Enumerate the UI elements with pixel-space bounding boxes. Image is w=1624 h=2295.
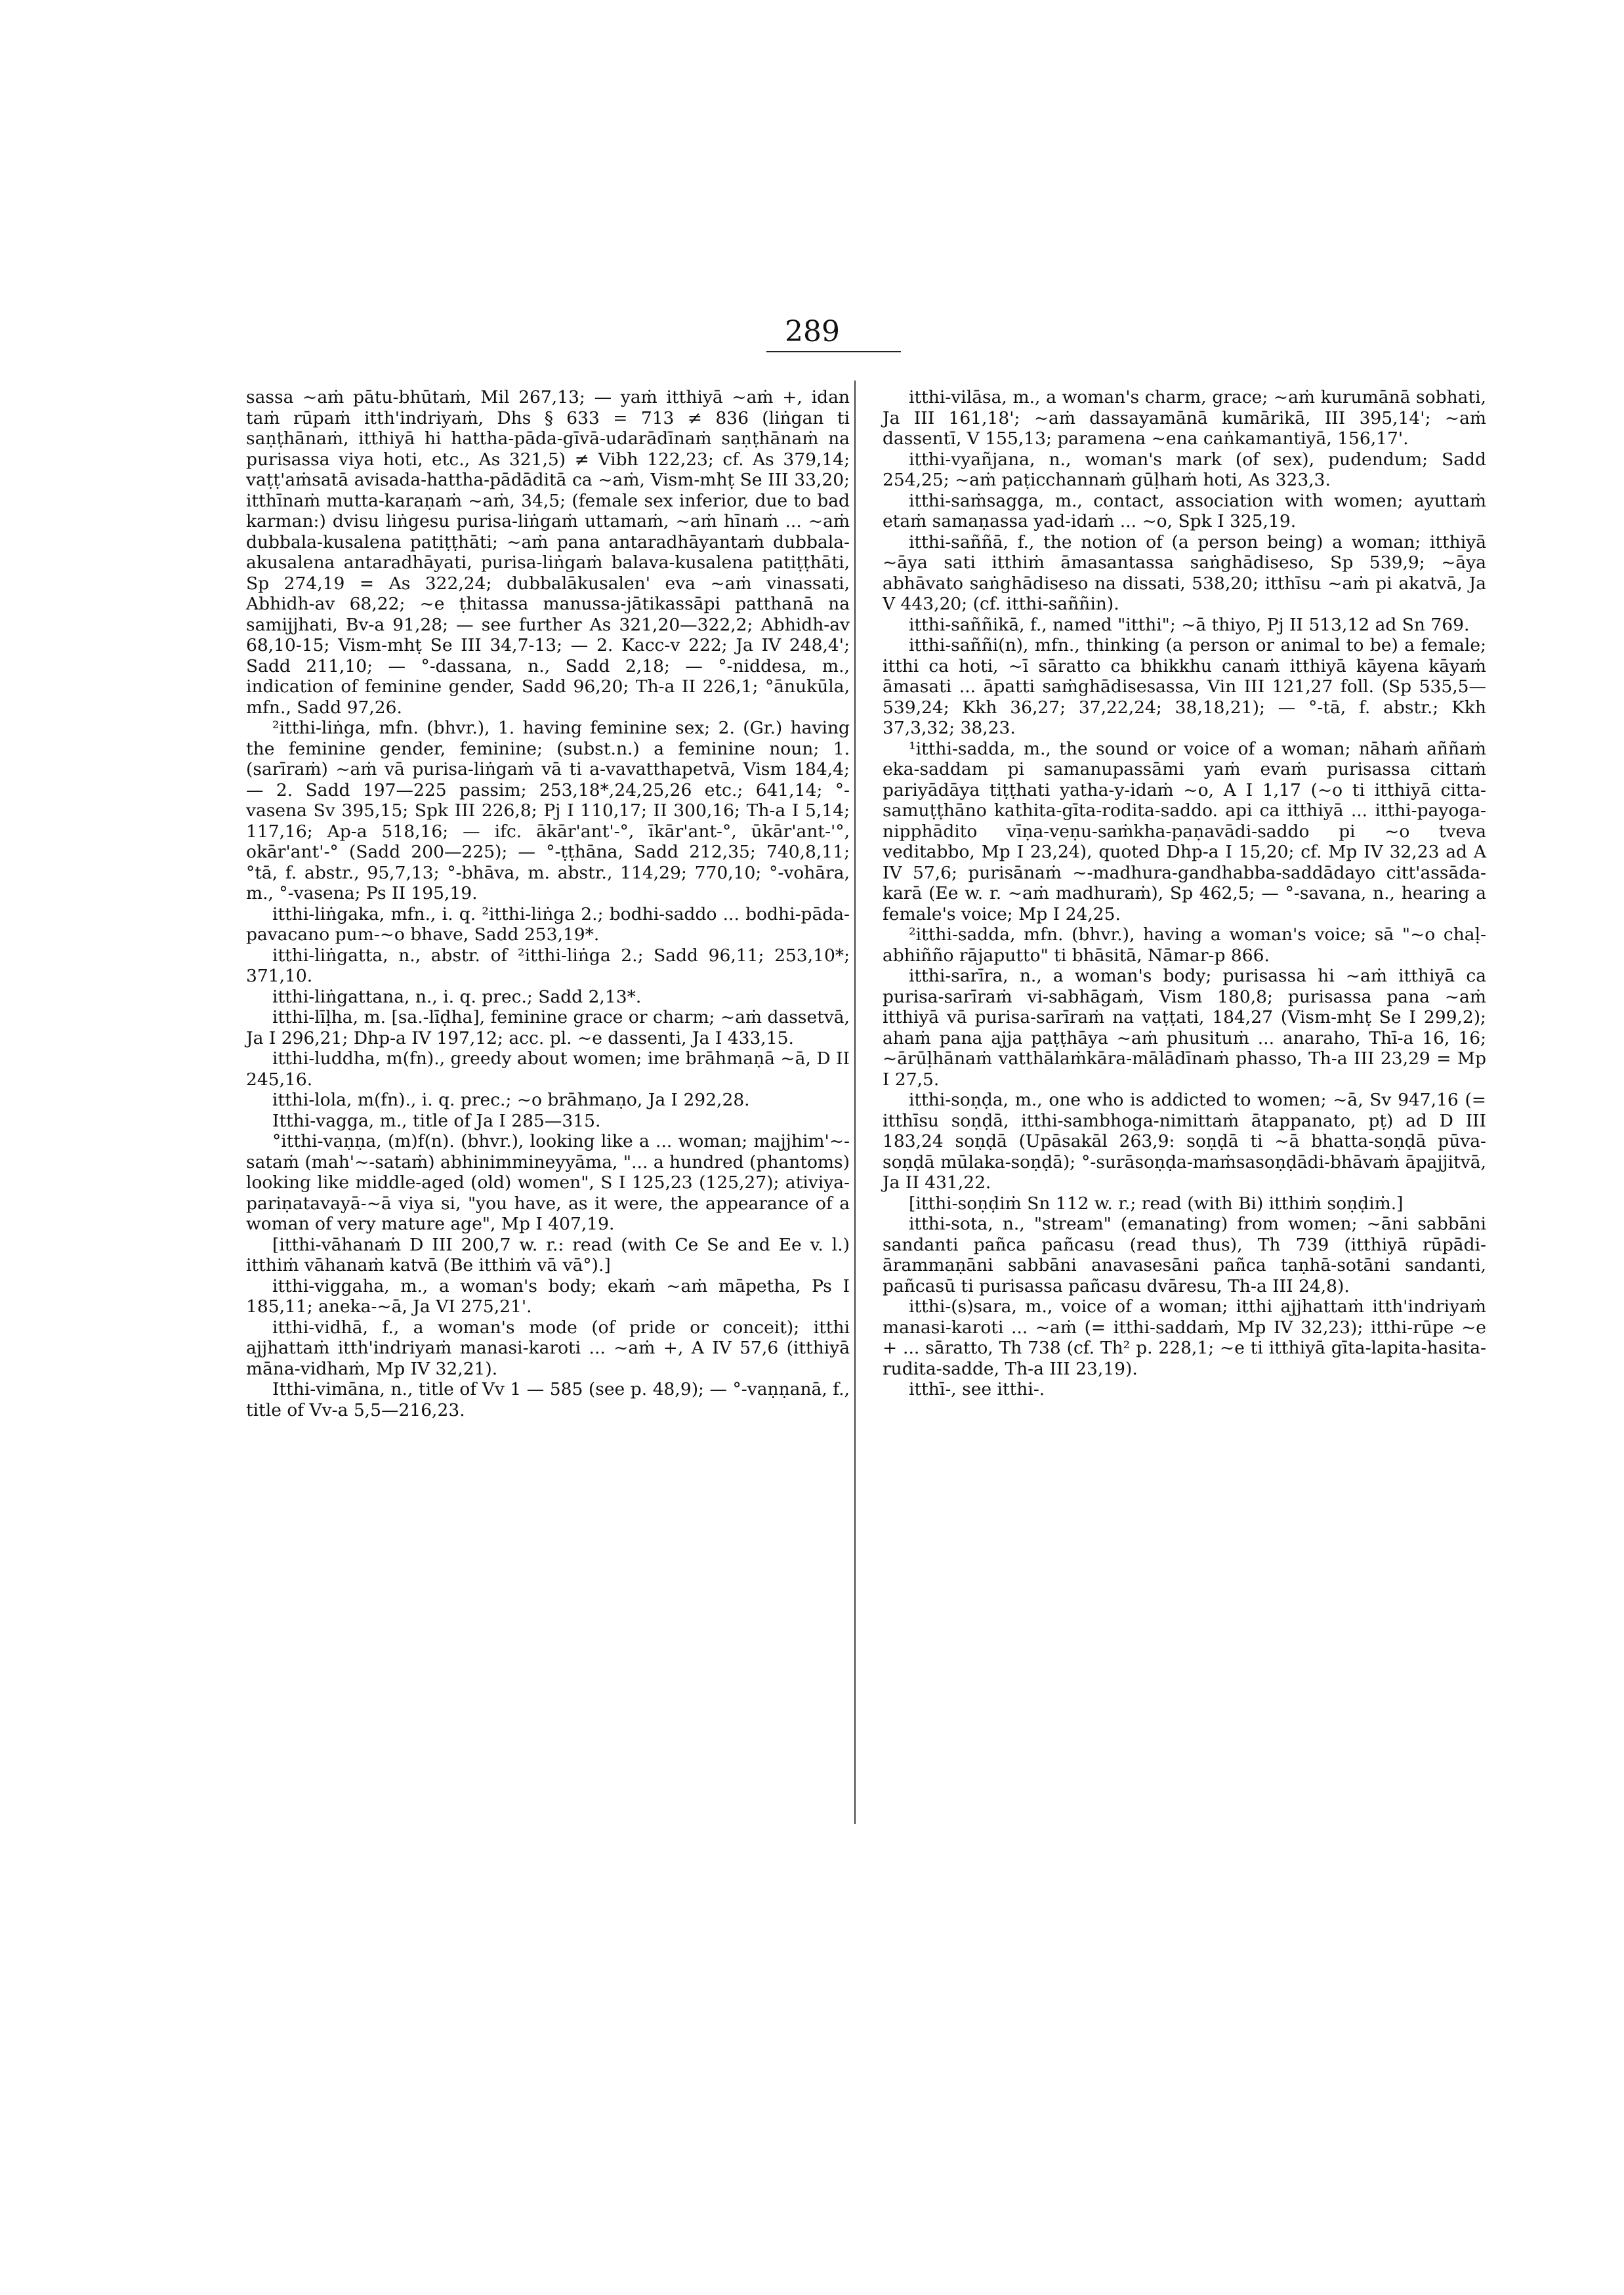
dictionary-entry: [itthi-soṇḍiṁ Sn 112 w. r.; read (with Bi) itthiṁ soṇḍiṁ.] (909, 1193, 1404, 1214)
dictionary-entry: itthi-saññā, f., the notion of (a person being) a woman; itthiyā ~āya sati itthiṁ āmasantassa saṅghādiseso, Sp 539,9; ~āya abhāvato saṅghādiseso na dissati, 538,20; itthīsu ~aṁ pi akatvā, Ja V 443,20; (cf. itthi-saññin). (883, 531, 1486, 614)
page-number-rule (766, 351, 901, 352)
dictionary-entry: itthi-vilāsa, m., a woman's charm, grace; ~aṁ kurumānā sobhati, Ja III 161,18'; ~aṁ dassayamānā kumārikā, III 395,14'; ~aṁ dassentī, V 155,13; paramena ~ena caṅkamantiyā, 156,17'. (883, 387, 1486, 449)
dictionary-entry: itthi-soṇḍa, m., one who is addicted to women; ~ā, Sv 947,16 (= itthīsu soṇḍā, itthi-sambhoga-nimittaṁ ātappanato, pṭ) ad D III 183,24 soṇḍā (Upāsakāl 263,9: soṇḍā ti ~ā bhatta-soṇḍā pūva-soṇḍā mūlaka-soṇḍā); °-surāsoṇḍa-maṁsasoṇḍādi-bhāvaṁ āpajjitvā, Ja II 431,22. (883, 1090, 1486, 1193)
dictionary-entry: Itthi-vagga, m., title of Ja I 285—315. (272, 1110, 601, 1131)
dictionary-entry: Itthi-vimāna, n., title of Vv 1 — 585 (see p. 48,9); — °-vaṇṇanā, f., title of Vv-a 5,5—216,23. (246, 1379, 850, 1420)
column-divider (854, 381, 856, 1824)
dictionary-entry: itthi-luddha, m(fn)., greedy about women; ime brāhmaṇā ~ā, D II 245,16. (246, 1048, 850, 1090)
dictionary-entry: ²itthi-sadda, mfn. (bhvr.), having a woman's voice; sā "~o chaḷ-abhiñño rājaputto" ti bhāsitā, Nāmar-p 866. (883, 924, 1486, 966)
dictionary-entry: itthi-viggaha, m., a woman's body; ekaṁ ~aṁ māpetha, Ps I 185,11; aneka-~ā, Ja VI 275,21'. (246, 1275, 850, 1317)
dictionary-entry: °itthi-vaṇṇa, (m)f(n). (bhvr.), looking like a ... woman; majjhim'~-sataṁ (mah'~-sataṁ) abhinimmineyyāma, "... a hundred (phantoms) looking like middle-aged (old) women", S I 125,23 (125,27); ativiya-pariṇatavayā-~ā viya si, "you have, as it were, the appearance of a woman of very mature age", Mp I 407,19. (246, 1131, 850, 1234)
dictionary-entry: itthi-saññi(n), mfn., thinking (a person or animal to be) a female; itthi ca hoti, ~ī sāratto ca bhikkhu canaṁ itthiyā kāyena kāyaṁ āmasati ... āpatti saṁghādisesassa, Vin III 121,27 foll. (Sp 535,5—539,24; Kkh 36,27; 37,22,24; 38,18,21); — °-tā, f. abstr.; Kkh 37,3,32; 38,23. (883, 635, 1486, 738)
dictionary-entry: itthi-lola, m(fn)., i. q. prec.; ~o brāhmaṇo, Ja I 292,28. (272, 1090, 750, 1110)
dictionary-entry: [itthi-vāhanaṁ D III 200,7 w. r.: read (with Ce Se and Ee v. l.) itthiṁ vāhanaṁ katvā (Be itthiṁ vā vā°).] (246, 1234, 850, 1275)
dictionary-entry: itthi-liṅgattana, n., i. q. prec.; Sadd 2,13*. (272, 986, 642, 1007)
left-column (246, 387, 850, 1420)
dictionary-entry: ¹itthi-sadda, m., the sound or voice of a woman; nāhaṁ aññaṁ eka-saddam pi samanupassāmi yaṁ evaṁ purisassa cittaṁ pariyādāya tiṭṭhati yatha-y-idaṁ ~o, A I 1,17 (~o ti itthiyā citta-samuṭṭhāno kathita-gīta-rodita-saddo. api ca itthiyā ... itthi-payoga-nipphādito vīṇa-veṇu-saṁkha-paṇavādi-saddo pi ~o tveva veditabbo, Mp I 23,24), quoted Dhp-a I 15,20; cf. Mp IV 32,23 ad A IV 57,6; purisānaṁ ~-madhura-gandhabba-saddādayo citt'assāda-karā (Ee w. r. ~aṁ madhuraṁ), Sp 462,5; — °-savana, n., hearing a female's voice; Mp I 24,25. (883, 738, 1486, 924)
page-number: 289 (785, 315, 840, 348)
dictionary-entry: ²itthi-liṅga, mfn. (bhvr.), 1. having feminine sex; 2. (Gr.) having the feminine gender, feminine; (subst.n.) a feminine noun; 1. (sarīraṁ) ~aṁ vā purisa-liṅgaṁ vā ti a-vavatthapetvā, Vism 184,4; — 2. Sadd 197—225 passim; 253,18*,24,25,26 etc.; 641,14; °-vasena Sv 395,15; Spk III 226,8; Pj I 110,17; II 300,16; Th-a I 5,14; 117,16; Ap-a 518,16; — ifc. ākār'ant'-°, īkār'ant-°, ūkār'ant-'°, okār'ant'-° (Sadd 200—225); — °-ṭṭhāna, Sadd 212,35; 740,8,11; °tā, f. abstr., 95,7,13; °-bhāva, m. abstr., 114,29; 770,10; °-vohāra, m., °-vasena; Ps II 195,19. (246, 718, 850, 903)
dictionary-entry: itthi-līḷha, m. [sa.-līḍha], feminine grace or charm; ~aṁ dassetvā, Ja I 296,21; Dhp-a IV 197,12; acc. pl. ~e dassenti, Ja I 433,15. (246, 1007, 850, 1048)
entry-continuation: sassa ~aṁ pātu-bhūtaṁ, Mil 267,13; — yaṁ itthiyā ~aṁ +, idan taṁ rūpaṁ itth'indriyaṁ, Dhs § 633 = 713 ≠ 836 (liṅgan ti saṇṭhānaṁ, itthiyā hi hattha-pāda-gīvā-udarādīnaṁ saṇṭhānaṁ na purisassa viya hoti, etc., As 321,5) ≠ Vibh 122,23; cf. As 379,14; vaṭṭ'aṁsatā avisada-hattha-pādāditā ca ~aṁ, Vism-mhṭ Se III 33,20; itthīnaṁ mutta-karaṇaṁ ~aṁ, 34,5; (female sex inferior, due to bad karman:) dvisu liṅgesu purisa-liṅgaṁ uttamaṁ, ~aṁ hīnaṁ ... ~aṁ dubbala-kusalena patiṭṭhāti; ~aṁ pana antaradhāyantaṁ dubbala-akusalena antaradhāyati, purisa-liṅgaṁ balava-kusalena patiṭṭhāti, Sp 274,19 = As 322,24; dubbalākusalen' eva ~aṁ vinassati, Abhidh-av 68,22; ~e ṭhitassa manussa-jātikassāpi patthanā na samijjhati, Bv-a 91,28; — see further As 321,20—322,2; Abhidh-av 68,10-15; Vism-mhṭ Se III 34,7-13; — 2. Kacc-v 222; Ja IV 248,4'; Sadd 211,10; — °-dassana, n., Sadd 2,18; — °-niddesa, m., indication of feminine gender, Sadd 96,20; Th-a II 226,1; °ānukūla, mfn., Sadd 97,26. (246, 387, 850, 718)
dictionary-entry: itthi-vidhā, f., a woman's mode (of pride or conceit); itthi ajjhattaṁ itth'indriyaṁ manasi-karoti ... ~aṁ +, A IV 57,6 (itthiyā māna-vidhaṁ, Mp IV 32,21). (246, 1317, 850, 1379)
dictionary-entry: itthi-sota, n., "stream" (emanating) from women; ~āni sabbāni sandanti pañca pañcasu (read thus), Th 739 (itthiyā rūpādi-ārammaṇāni sabbāni anavasesāni pañca taṇhā-sotāni sandanti, pañcasū ti purisassa pañcasu dvāresu, Th-a III 24,8). (883, 1214, 1486, 1296)
dictionary-entry: itthi-vyañjana, n., woman's mark (of sex), pudendum; Sadd 254,25; ~aṁ paṭicchannaṁ gūḷhaṁ hoti, As 323,3. (883, 449, 1486, 490)
dictionary-entry: itthi-liṅgaka, mfn., i. q. ²itthi-liṅga 2.; bodhi-saddo ... bodhi-pāda-pavacano pum-~o bhave, Sadd 253,19*. (246, 903, 850, 945)
dictionary-entry: itthi-liṅgatta, n., abstr. of ²itthi-liṅga 2.; Sadd 96,11; 253,10*; 371,10. (246, 945, 850, 986)
dictionary-entry: itthi-saññikā, f., named "itthi"; ~ā thiyo, Pj II 513,12 ad Sn 769. (909, 614, 1470, 635)
dictionary-entry: itthi-saṁsagga, m., contact, association with women; ayuttaṁ etaṁ samaṇassa yad-idaṁ ... ~o, Spk I 325,19. (883, 490, 1486, 531)
dictionary-entry: itthī-, see itthi-. (909, 1379, 1045, 1399)
dictionary-entry: itthi-sarīra, n., a woman's body; purisassa hi ~aṁ itthiyā ca purisa-sarīraṁ vi-sabhāgaṁ, Vism 180,8; purisassa pana ~aṁ itthiyā vā purisa-sarīraṁ na vaṭṭati, 184,27 (Vism-mhṭ Se I 299,2); ahaṁ pana ajja paṭṭhāya ~aṁ phusituṁ ... anaraho, Thī-a 16, 16; ~ārūḷhānaṁ vatthālaṁkāra-mālādīnaṁ phasso, Th-a III 23,29 = Mp I 27,5. (883, 966, 1486, 1090)
right-column (883, 387, 1486, 1400)
dictionary-entry: itthi-(s)sara, m., voice of a woman; itthi ajjhattaṁ itth'indriyaṁ manasi-karoti ... ~aṁ (= itthi-saddaṁ, Mp IV 32,23); itthi-rūpe ~e + ... sāratto, Th 738 (cf. Th² p. 228,1; ~e ti itthiyā gīta-lapita-hasita-rudita-sadde, Th-a III 23,19). (883, 1296, 1486, 1379)
